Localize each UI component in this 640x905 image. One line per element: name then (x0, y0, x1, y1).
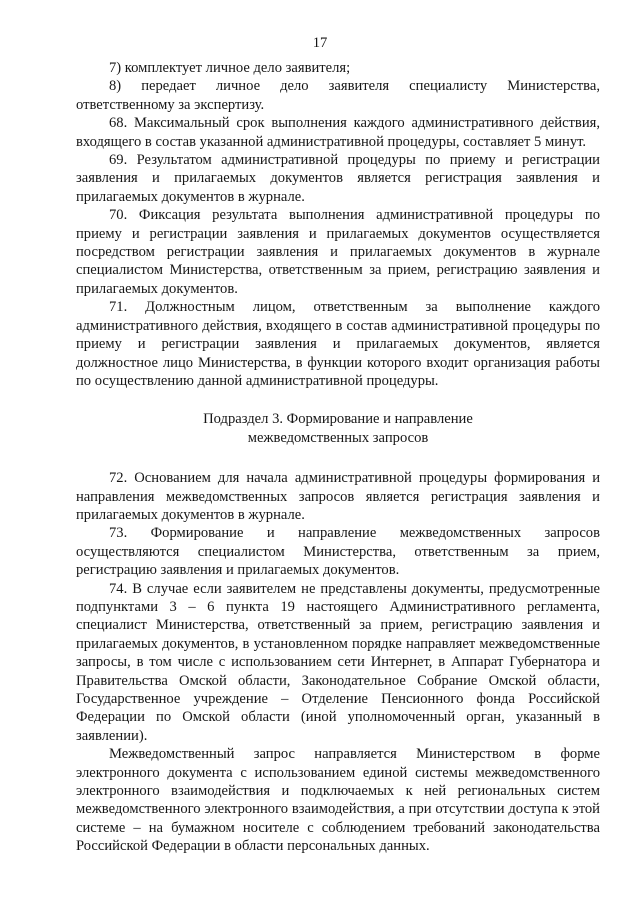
paragraph-74-continued: Межведомственный запрос направляется Министерством в форме электронного документа с использованием единой системы межведомственного электронного взаимодействия и подключаемых к ней региональных систем межведомственного электронного взаимодействия, а при отсутствии доступа к этой системе – на бумажном носителе с соблюдением требований законодательства Российской Федерации в области персональных данных. (76, 746, 600, 855)
paragraph-item-8: 8) передает личное дело заявителя специалисту Министерства, ответственному за экспертизу. (76, 78, 600, 113)
paragraph-70: 70. Фиксация результата выполнения административной процедуры по приему и регистрации заявления и прилагаемых документов осуществляется посредством регистрации заявления и прилагаемых документов в журнале специалистом Министерства, ответственным за прием, регистрацию заявления и прилагаемых документов. (76, 207, 600, 297)
paragraph-69: 69. Результатом административной процедуры по приему и регистрации заявления и прилагаемых документов является регистрация заявления и прилагаемых документов в журнале. (76, 152, 600, 205)
subsection-heading (76, 410, 600, 447)
page-number: 17 (312, 35, 328, 51)
paragraph-71: 71. Должностным лицом, ответственным за выполнение каждого административного действия, входящего в состав административной процедуры по приему и регистрации заявления и прилагаемых документов, является должностное лицо Министерства, в функции которого входит организация работы по осуществлению данной административной процедуры. (76, 299, 600, 389)
paragraph-item-7: 7) комплектует личное дело заявителя; (109, 60, 351, 76)
document-body (76, 59, 600, 856)
subsection-heading-line1: Подраздел 3. Формирование и направление (203, 411, 473, 428)
paragraph-72: 72. Основанием для начала административной процедуры формирования и направления межведомственных запросов является регистрация заявления и прилагаемых документов в журнале. (76, 470, 600, 523)
subsection-heading-line2: межведомственных запросов (247, 429, 429, 446)
paragraph-74: 74. В случае если заявителем не представлены документы, предусмотренные подпунктами 3 – 6 пункта 19 настоящего Административного регламента, специалист Министерства, ответственный за прием, регистрацию заявления и прилагаемых документов, в установленном порядке направляет межведомственные запросы, в том числе с использованием сети Интернет, в Аппарат Губернатора и Правительства Омской области, Законодательное Собрание Омской области, Государственное учреждение – Отделение Пенсионного фонда Российской Федерации по Омской области (иной уполномоченный орган, указанный в заявлении). (76, 580, 600, 744)
paragraph-68: 68. Максимальный срок выполнения каждого административного действия, входящего в состав указанной административной процедуры, составляет 5 минут. (76, 115, 600, 150)
paragraph-73: 73. Формирование и направление межведомственных запросов осуществляются специалистом Министерства, ответственным за прием, регистрацию заявления и прилагаемых документов. (76, 525, 600, 579)
